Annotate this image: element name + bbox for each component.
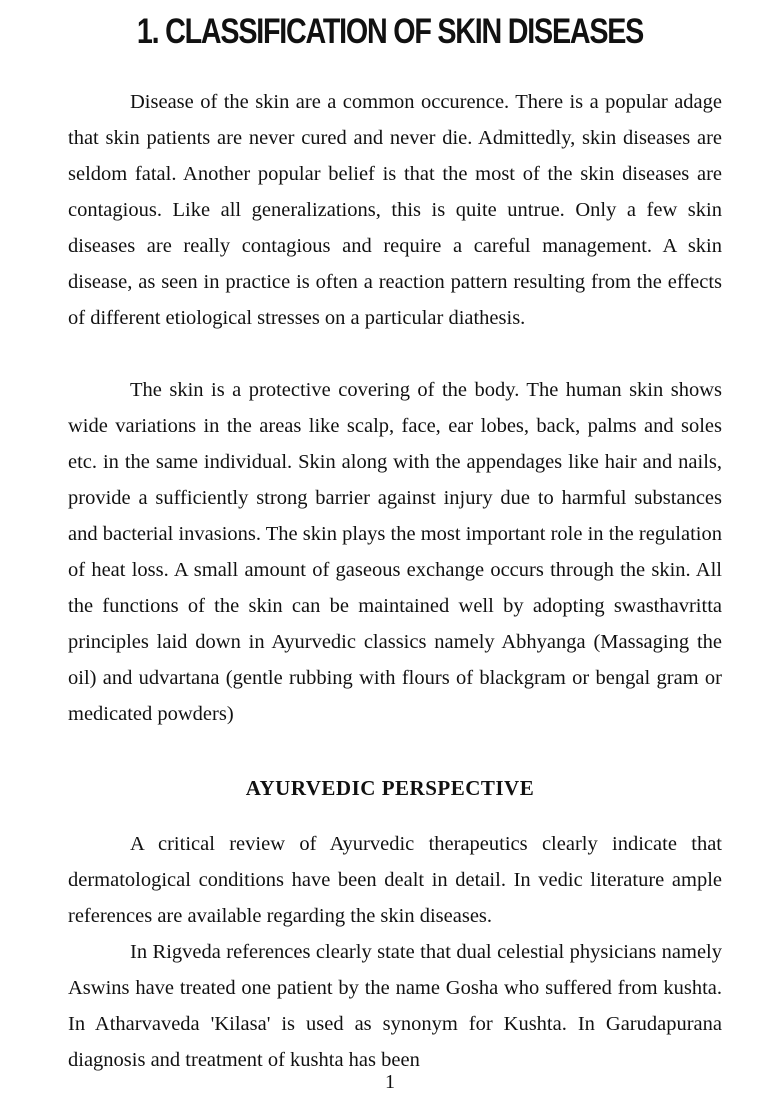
intro-paragraph-2: The skin is a protective covering of the body. The human skin shows wide variations in the areas like scalp, face, ear lobes, back, palms and soles etc. in the same individual. Skin along with the appendages like hair and nails, provide a sufficiently strong barrier against injury due to harmful substances and bacterial invasions. The skin plays the most important role in the regulation of heat loss. A small amount of gaseous exchange occurs through the skin. All the functions of the skin can be maintained well by adopting swasthavritta principles laid down in Ayurvedic classics namely Abhyanga (Massaging the oil) and udvartana (gentle rubbing with flours of blackgram or bengal gram or medicated powders) xyxy=(68,379,722,725)
chapter-title: 1. CLASSIFICATION OF SKIN DISEASES xyxy=(136,12,644,51)
section-paragraph-1: A critical review of Ayurvedic therapeutics clearly indicate that dermatological conditions have been dealt in detail. In vedic literature ample references are available regarding the skin diseases. xyxy=(68,833,722,927)
intro-paragraph-1: Disease of the skin are a common occurence. There is a popular adage that skin patients are never cured and never die. Admittedly, skin diseases are seldom fatal. Another popular belief is that the most of the skin diseases are contagious. Like all generalizations, this is quite untrue. Only a few skin diseases are really contagious and require a careful management. A skin disease, as seen in practice is often a reaction pattern resulting from the effects of different etiological stresses on a particular diathesis. xyxy=(68,91,722,329)
page-number: 1 xyxy=(385,1071,395,1093)
section-paragraph-2: In Rigveda references clearly state that dual celestial physicians namely Aswins have treated one patient by the name Gosha who suffered from kushta. In Atharvaveda 'Kilasa' is used as synonym for Kushta. In Garudapurana diagnosis and treatment of kushta has been xyxy=(68,941,722,1071)
section-heading: AYURVEDIC PERSPECTIVE xyxy=(245,776,535,800)
